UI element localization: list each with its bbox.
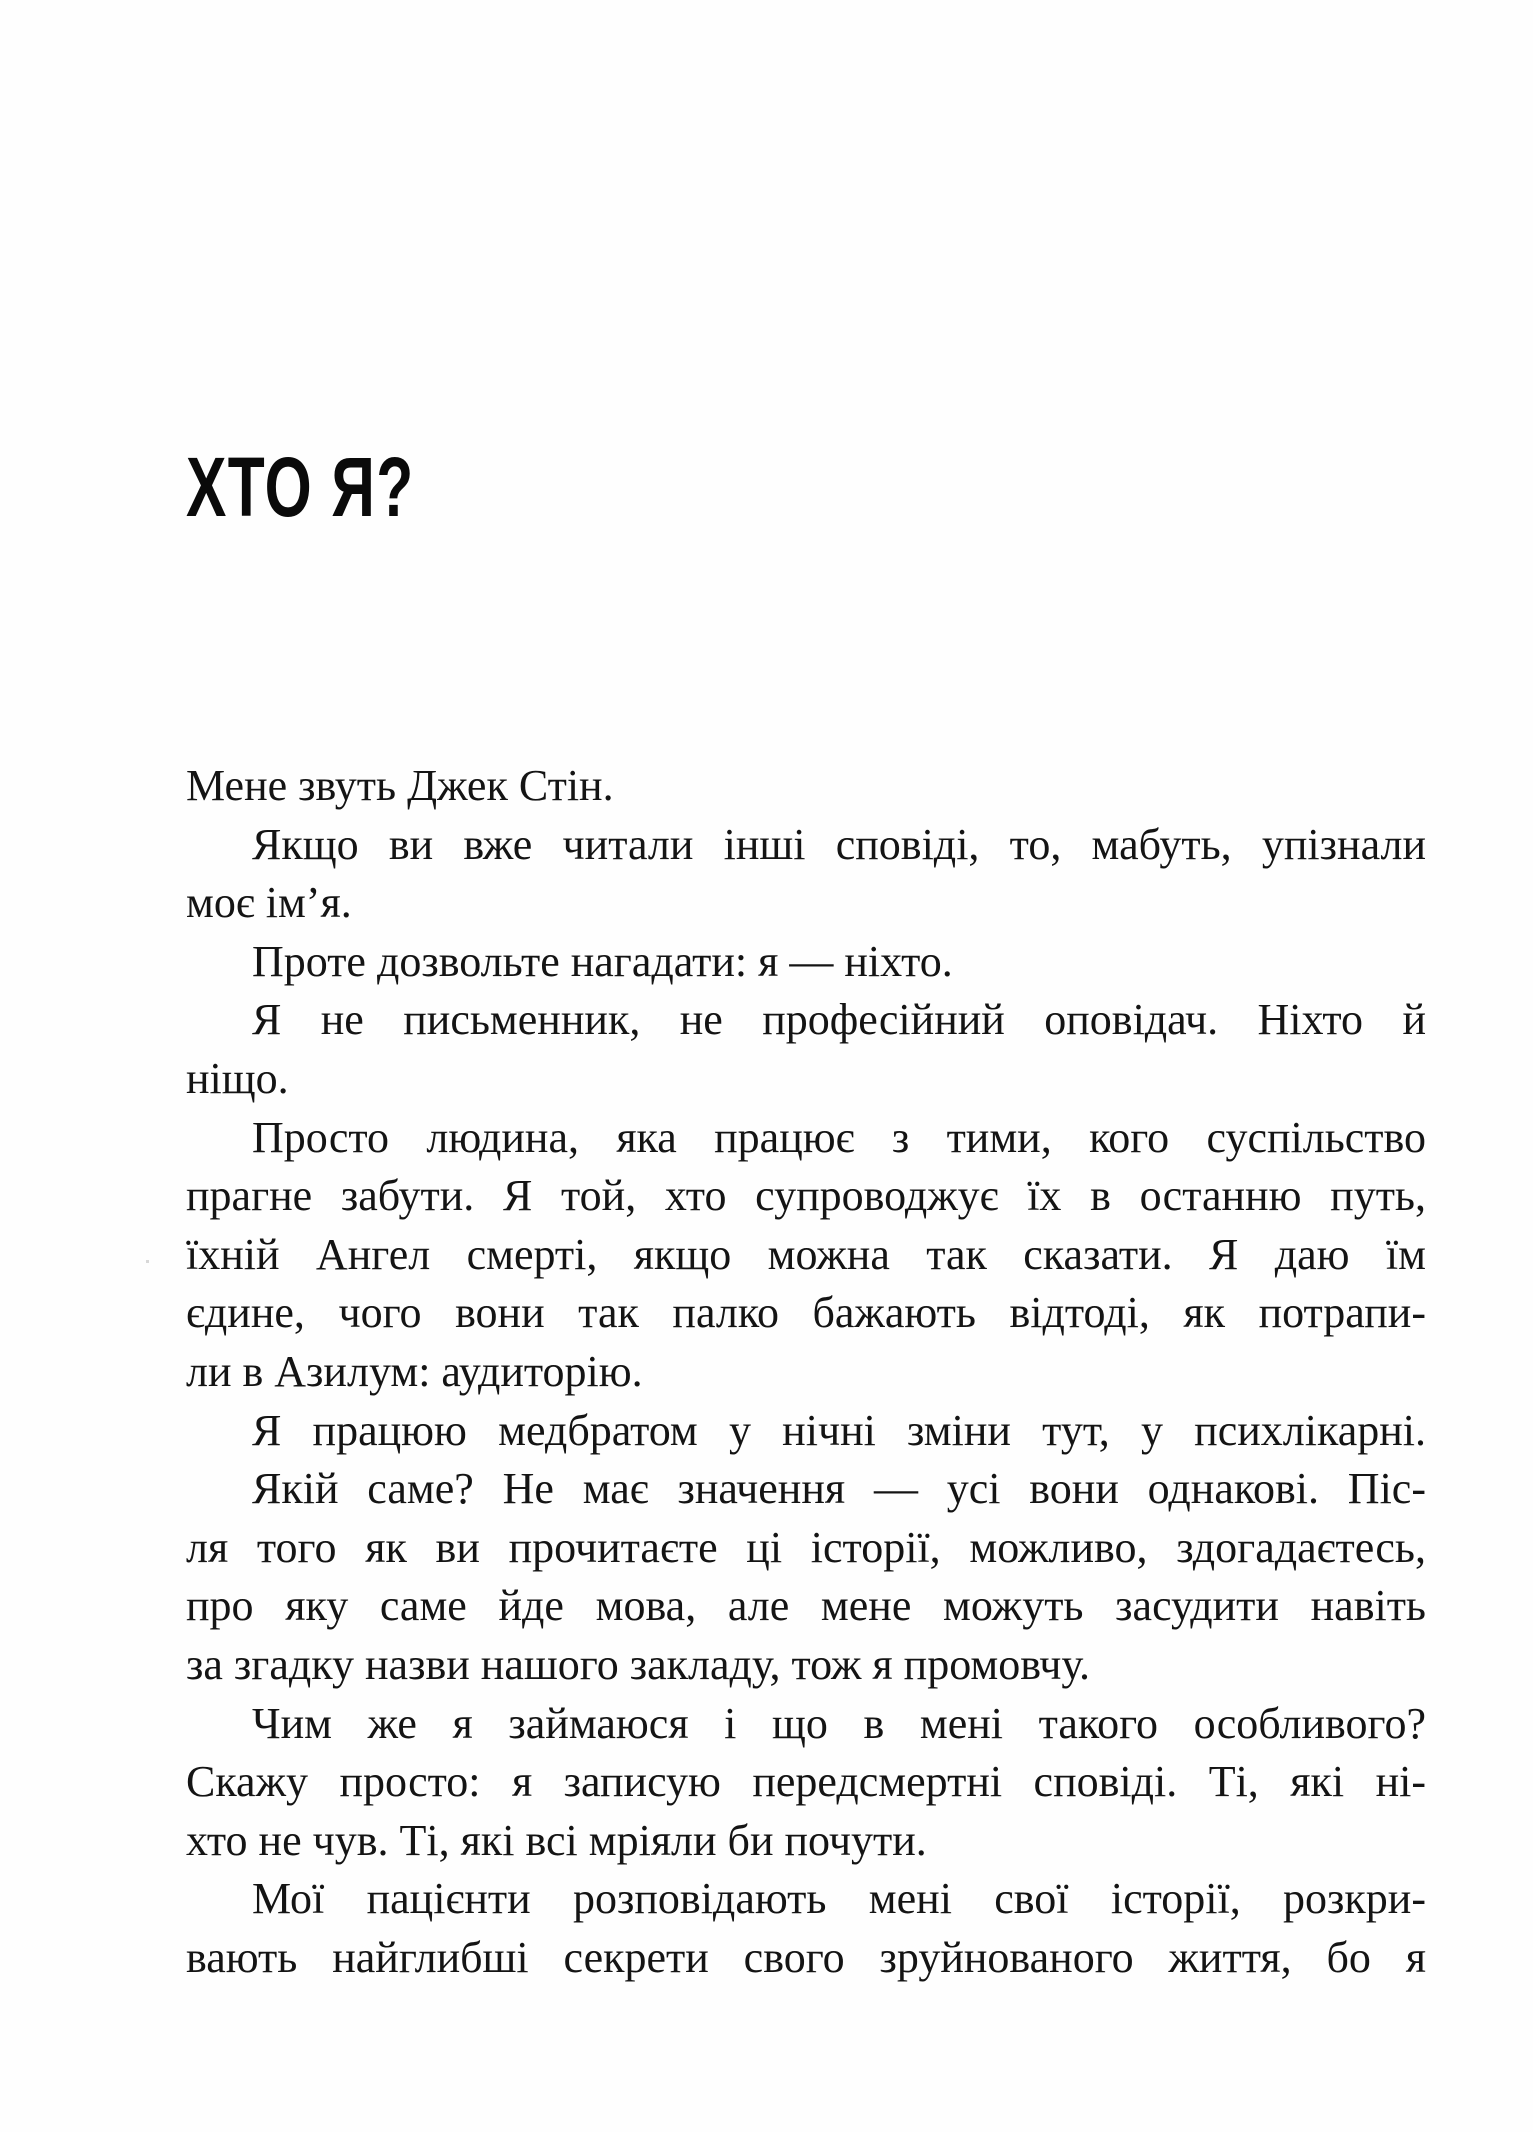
text-line: Просто людина, яка працює з тими, кого суспільство bbox=[252, 1112, 1426, 1162]
text-line: Скажу просто: я записую передсмертні сповіді. Ті, які ні- bbox=[186, 1757, 1426, 1807]
text-line: Мої пацієнти розповідають мені свої історії, розкри- bbox=[252, 1874, 1426, 1924]
text-line: Якій саме? Не має значення — усі вони однакові. Піс- bbox=[252, 1464, 1426, 1514]
text-line: вають найглибші секрети свого зруйнованого життя, бо я bbox=[186, 1932, 1426, 1982]
text-line: за згадку назви нашого закладу, тож я промовчу. bbox=[186, 1639, 1091, 1689]
text-line: єдине, чого вони так палко бажають відтоді, як потрапи- bbox=[186, 1288, 1426, 1338]
scan-speck bbox=[146, 1260, 149, 1263]
text-line: моє ім’я. bbox=[186, 878, 352, 928]
text-line: Мене звуть Джек Стін. bbox=[186, 761, 614, 810]
text-line: ли в Азилум: аудиторію. bbox=[186, 1346, 643, 1396]
text-line: ніщо. bbox=[186, 1053, 289, 1103]
text-line: Проте дозвольте нагадати: я — ніхто. bbox=[252, 936, 953, 986]
body-text bbox=[186, 757, 1426, 1987]
chapter-title: ХТО Я? bbox=[186, 440, 415, 534]
text-line: Якщо ви вже читали інші сповіді, то, мабуть, упізнали bbox=[252, 819, 1426, 869]
text-line: хто не чув. Ті, які всі мріяли би почути. bbox=[186, 1815, 927, 1865]
text-line: Я працюю медбратом у нічні зміни тут, у психлікарні. bbox=[252, 1405, 1426, 1455]
text-line: ля того як ви прочитаєте ці історії, можливо, здогадаєтесь, bbox=[186, 1522, 1426, 1572]
text-line: їхній Ангел смерті, якщо можна так сказати. Я даю їм bbox=[186, 1229, 1426, 1279]
text-line: прагне забути. Я той, хто супроводжує їх в останню путь, bbox=[186, 1171, 1426, 1221]
text-line: Я не письменник, не професійний оповідач. Ніхто й bbox=[252, 995, 1426, 1045]
text-line: про яку саме йде мова, але мене можуть засудити навіть bbox=[186, 1581, 1426, 1631]
text-line: Чим же я займаюся і що в мені такого особливого? bbox=[252, 1698, 1426, 1748]
